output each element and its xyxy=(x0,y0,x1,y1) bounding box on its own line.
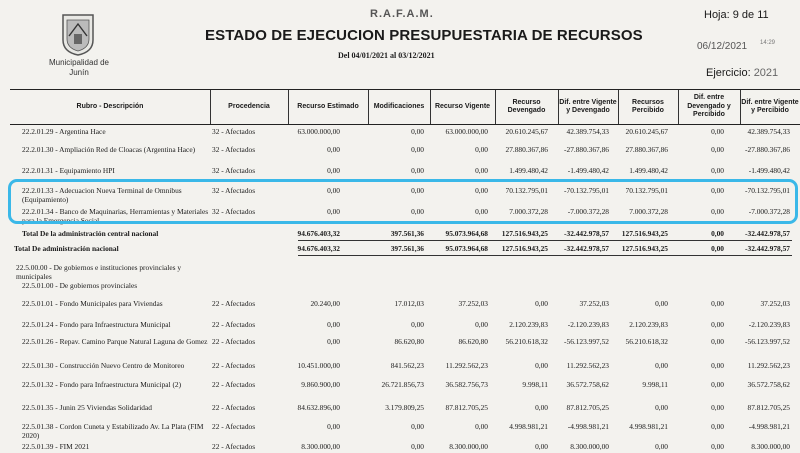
amount-cell: -4.998.981,21 xyxy=(567,422,609,431)
amount-cell: -32.442.978,57 xyxy=(745,244,790,253)
amount-cell: 0,00 xyxy=(711,207,724,216)
amount-cell: 0,00 xyxy=(327,145,340,154)
rubro-description: 22.5.01.26 - Repav. Camino Parque Natural Laguna de Gomez xyxy=(22,337,208,346)
amount-cell: 0,00 xyxy=(711,361,724,370)
amount-cell: 0,00 xyxy=(711,403,724,412)
amount-cell: 397.561,36 xyxy=(390,244,424,253)
column-divider xyxy=(618,90,619,124)
amount-cell: -2.120.239,83 xyxy=(748,320,790,329)
amount-cell: 0,00 xyxy=(711,380,724,389)
amount-cell: -56.123.997,52 xyxy=(564,337,609,346)
amount-cell: 2.120.239,83 xyxy=(509,320,548,329)
amount-cell: 127.516.943,25 xyxy=(621,229,668,238)
amount-cell: 87.812.705,25 xyxy=(747,403,790,412)
column-header: Rubro - Descripción xyxy=(76,102,144,110)
column-header: Dif. entre Devengado y Percibido xyxy=(687,94,731,119)
amount-cell: 0,00 xyxy=(535,403,548,412)
column-header: Recurso Devengado xyxy=(507,98,546,114)
column-header: Recurso Estimado xyxy=(297,102,359,110)
amount-cell: 9.998,11 xyxy=(642,380,668,389)
procedencia: 22 - Afectados xyxy=(212,380,256,389)
amount-cell: 0,00 xyxy=(655,442,668,451)
amount-cell: 0,00 xyxy=(411,127,424,136)
amount-cell: 8.300.000,00 xyxy=(570,442,609,451)
rubro-description: 22.2.01.30 - Ampliación Red de Cloacas (Argentina Hace) xyxy=(22,145,196,154)
amount-cell: 0,00 xyxy=(655,361,668,370)
amount-cell: 9.998,11 xyxy=(522,380,548,389)
amount-cell: 1.499.480,42 xyxy=(509,166,548,175)
amount-cell: 63.000.000,00 xyxy=(297,127,340,136)
amount-cell: -27.880.367,86 xyxy=(745,145,790,154)
column-divider xyxy=(558,90,559,124)
system-name: R.A.F.A.M. xyxy=(370,8,434,20)
amount-cell: 0,00 xyxy=(411,207,424,216)
amount-cell: 95.073.964,68 xyxy=(445,229,488,238)
amount-cell: 0,00 xyxy=(327,337,340,346)
report-time: 14:29 xyxy=(760,40,776,46)
amount-cell: 20.610.245,67 xyxy=(505,127,548,136)
amount-cell: 0,00 xyxy=(411,145,424,154)
amount-cell: 0,00 xyxy=(711,320,724,329)
procedencia: 32 - Afectados xyxy=(212,186,256,195)
amount-cell: 36.572.758,62 xyxy=(747,380,790,389)
amount-cell: 37.252,03 xyxy=(760,299,790,308)
amount-cell: -2.120.239,83 xyxy=(567,320,609,329)
amount-cell: 94.676.403,32 xyxy=(297,229,340,238)
procedencia: 32 - Afectados xyxy=(212,127,256,136)
amount-cell: 63.000.000,00 xyxy=(445,127,488,136)
amount-cell: 0,00 xyxy=(711,244,724,253)
amount-cell: 127.516.943,25 xyxy=(501,244,548,253)
column-divider xyxy=(740,90,741,124)
amount-cell: 0,00 xyxy=(711,145,724,154)
column-divider xyxy=(495,90,496,124)
amount-cell: 42.389.754,33 xyxy=(747,127,790,136)
amount-cell: 27.880.367,86 xyxy=(625,145,668,154)
amount-cell: 0,00 xyxy=(411,166,424,175)
amount-cell: 36.582.756,73 xyxy=(445,380,488,389)
procedencia: 32 - Afectados xyxy=(212,166,256,175)
amount-cell: 0,00 xyxy=(475,166,488,175)
group-heading: 22.5.00.00 - De gobiernos e instituciones provinciales y municipales xyxy=(16,263,182,281)
column-divider xyxy=(678,90,679,124)
amount-cell: 2.120.239,83 xyxy=(629,320,668,329)
rubro-description: Total De administración nacional xyxy=(14,244,119,253)
amount-cell: 84.632.896,00 xyxy=(297,403,340,412)
amount-cell: 0,00 xyxy=(475,145,488,154)
amount-cell: 0,00 xyxy=(327,186,340,195)
column-header: Dif. entre Vigente y Percibido xyxy=(741,98,799,114)
amount-cell: -7.000.372,28 xyxy=(748,207,790,216)
amount-cell: 26.721.856,73 xyxy=(381,380,424,389)
amount-cell: 841.562,23 xyxy=(390,361,424,370)
amount-cell: 127.516.943,25 xyxy=(621,244,668,253)
amount-cell: 0,00 xyxy=(711,422,724,431)
procedencia: 22 - Afectados xyxy=(212,337,256,346)
amount-cell: 17.012,03 xyxy=(394,299,424,308)
amount-cell: -32.442.978,57 xyxy=(564,229,609,238)
amount-cell: 0,00 xyxy=(475,320,488,329)
amount-cell: 87.812.705,25 xyxy=(566,403,609,412)
amount-cell: 70.132.795,01 xyxy=(625,186,668,195)
total-separator xyxy=(298,240,792,241)
amount-cell: 56.210.618,32 xyxy=(625,337,668,346)
column-divider xyxy=(368,90,369,124)
procedencia: 22 - Afectados xyxy=(212,320,256,329)
amount-cell: 0,00 xyxy=(711,186,724,195)
report-period: Del 04/01/2021 al 03/12/2021 xyxy=(338,51,435,60)
rubro-description: 22.5.01.30 - Construcción Nuevo Centro de Monitoreo xyxy=(22,361,185,370)
amount-cell: 8.300.000,00 xyxy=(449,442,488,451)
logo-caption: Municipalidad de Junín xyxy=(48,58,110,77)
amount-cell: 86.620,80 xyxy=(458,337,488,346)
procedencia: 22 - Afectados xyxy=(212,442,256,451)
amount-cell: 0,00 xyxy=(711,229,724,238)
amount-cell: 11.292.562,23 xyxy=(747,361,790,370)
amount-cell: -27.880.367,86 xyxy=(564,145,609,154)
report-date: 06/12/2021 xyxy=(697,41,748,52)
amount-cell: 7.000.372,28 xyxy=(629,207,668,216)
table-header xyxy=(10,89,800,125)
amount-cell: 0,00 xyxy=(411,320,424,329)
rubro-description: 22.5.01.38 - Cordon Cuneta y Estabilizado Av. La Plata (FIM 2020) xyxy=(22,422,204,440)
column-header: Modificaciones xyxy=(373,102,425,110)
amount-cell: 3.179.809,25 xyxy=(385,403,424,412)
amount-cell: 37.252,03 xyxy=(579,299,609,308)
amount-cell: 0,00 xyxy=(711,299,724,308)
rubro-description: 22.2.01.34 - Banco de Maquinarias, Herramientas y Materiales para la Emergencia Social xyxy=(22,207,209,225)
amount-cell: 0,00 xyxy=(535,442,548,451)
rubro-description: Total De la administración central nacional xyxy=(22,229,159,238)
amount-cell: -56.123.997,52 xyxy=(745,337,790,346)
amount-cell: 7.000.372,28 xyxy=(509,207,548,216)
amount-cell: 95.073.964,68 xyxy=(445,244,488,253)
amount-cell: 0,00 xyxy=(327,207,340,216)
amount-cell: 70.132.795,01 xyxy=(505,186,548,195)
rubro-description: 22.5.01.01 - Fondo Municipales para Viviendas xyxy=(22,299,163,308)
amount-cell: -7.000.372,28 xyxy=(567,207,609,216)
amount-cell: 0,00 xyxy=(711,337,724,346)
procedencia: 22 - Afectados xyxy=(212,422,256,431)
rubro-description: 22.5.01.39 - FIM 2021 xyxy=(22,442,90,451)
amount-cell: 0,00 xyxy=(327,422,340,431)
report-title: ESTADO DE EJECUCION PRESUPUESTARIA DE RECURSOS xyxy=(205,27,643,44)
column-header: Recurso Vigente xyxy=(434,102,491,110)
amount-cell: 0,00 xyxy=(327,166,340,175)
amount-cell: 11.292.562,23 xyxy=(445,361,488,370)
amount-cell: 397.561,36 xyxy=(390,229,424,238)
amount-cell: 0,00 xyxy=(535,299,548,308)
amount-cell: 8.300.000,00 xyxy=(301,442,340,451)
column-header: Procedencia xyxy=(228,102,270,110)
amount-cell: 20.610.245,67 xyxy=(625,127,668,136)
amount-cell: -70.132.795,01 xyxy=(745,186,790,195)
report-header xyxy=(0,0,800,88)
rubro-description: 22.5.01.35 - Junin 25 Viviendas Solidaridad xyxy=(22,403,152,412)
amount-cell: 0,00 xyxy=(475,422,488,431)
column-header: Dif. entre Vigente y Devengado xyxy=(559,98,617,114)
municipal-shield-logo xyxy=(60,12,96,56)
amount-cell: -1.499.480,42 xyxy=(748,166,790,175)
amount-cell: -70.132.795,01 xyxy=(564,186,609,195)
column-divider xyxy=(210,90,211,124)
amount-cell: 0,00 xyxy=(411,422,424,431)
rubro-description: 22.5.01.32 - Fondo para Infraestructura Municipal (2) xyxy=(22,380,182,389)
procedencia: 22 - Afectados xyxy=(212,403,256,412)
amount-cell: 0,00 xyxy=(711,166,724,175)
rubro-description: 22.5.01.24 - Fondo para Infraestructura Municipal xyxy=(22,320,171,329)
procedencia: 32 - Afectados xyxy=(212,145,256,154)
highlight-box xyxy=(8,179,798,224)
rubro-description: 22.2.01.29 - Argentina Hace xyxy=(22,127,106,136)
group-heading: 22.5.01.00 - De gobiernos provinciales xyxy=(22,281,138,290)
amount-cell: -32.442.978,57 xyxy=(564,244,609,253)
amount-cell: 0,00 xyxy=(655,403,668,412)
amount-cell: 37.252,03 xyxy=(458,299,488,308)
amount-cell: 42.389.754,33 xyxy=(566,127,609,136)
amount-cell: 36.572.758,62 xyxy=(566,380,609,389)
total-separator xyxy=(298,255,792,256)
amount-cell: 0,00 xyxy=(411,186,424,195)
amount-cell: 1.499.480,42 xyxy=(629,166,668,175)
amount-cell: 0,00 xyxy=(475,186,488,195)
amount-cell: 87.812.705,25 xyxy=(445,403,488,412)
column-divider xyxy=(430,90,431,124)
amount-cell: 27.880.367,86 xyxy=(505,145,548,154)
amount-cell: 0,00 xyxy=(327,320,340,329)
page-indicator: Hoja: 9 de 11 xyxy=(704,9,769,21)
amount-cell: 0,00 xyxy=(711,442,724,451)
amount-cell: 20.240,00 xyxy=(310,299,340,308)
fiscal-year: Ejercicio: 2021 xyxy=(706,67,779,79)
amount-cell: 0,00 xyxy=(475,207,488,216)
column-divider xyxy=(288,90,289,124)
amount-cell: 127.516.943,25 xyxy=(501,229,548,238)
rubro-description: 22.2.01.33 - Adecuacion Nueva Terminal de Omnibus (Equipamiento) xyxy=(22,186,182,204)
procedencia: 22 - Afectados xyxy=(212,361,256,370)
amount-cell: 86.620,80 xyxy=(394,337,424,346)
amount-cell: 9.860.900,00 xyxy=(301,380,340,389)
amount-cell: 11.292.562,23 xyxy=(566,361,609,370)
amount-cell: 0,00 xyxy=(711,127,724,136)
procedencia: 22 - Afectados xyxy=(212,299,256,308)
amount-cell: -32.442.978,57 xyxy=(745,229,790,238)
amount-cell: 0,00 xyxy=(535,361,548,370)
column-header: Recursos Percibido xyxy=(632,98,664,114)
amount-cell: 56.210.618,32 xyxy=(505,337,548,346)
rubro-description: 22.2.01.31 - Equipamiento HPI xyxy=(22,166,115,175)
amount-cell: 8.300.000,00 xyxy=(751,442,790,451)
amount-cell: 4.998.981,21 xyxy=(629,422,668,431)
amount-cell: 0,00 xyxy=(655,299,668,308)
amount-cell: 0,00 xyxy=(411,442,424,451)
amount-cell: 10.451.000,00 xyxy=(297,361,340,370)
procedencia: 32 - Afectados xyxy=(212,207,256,216)
amount-cell: 94.676.403,32 xyxy=(297,244,340,253)
amount-cell: -4.998.981,21 xyxy=(748,422,790,431)
amount-cell: -1.499.480,42 xyxy=(567,166,609,175)
amount-cell: 4.998.981,21 xyxy=(509,422,548,431)
